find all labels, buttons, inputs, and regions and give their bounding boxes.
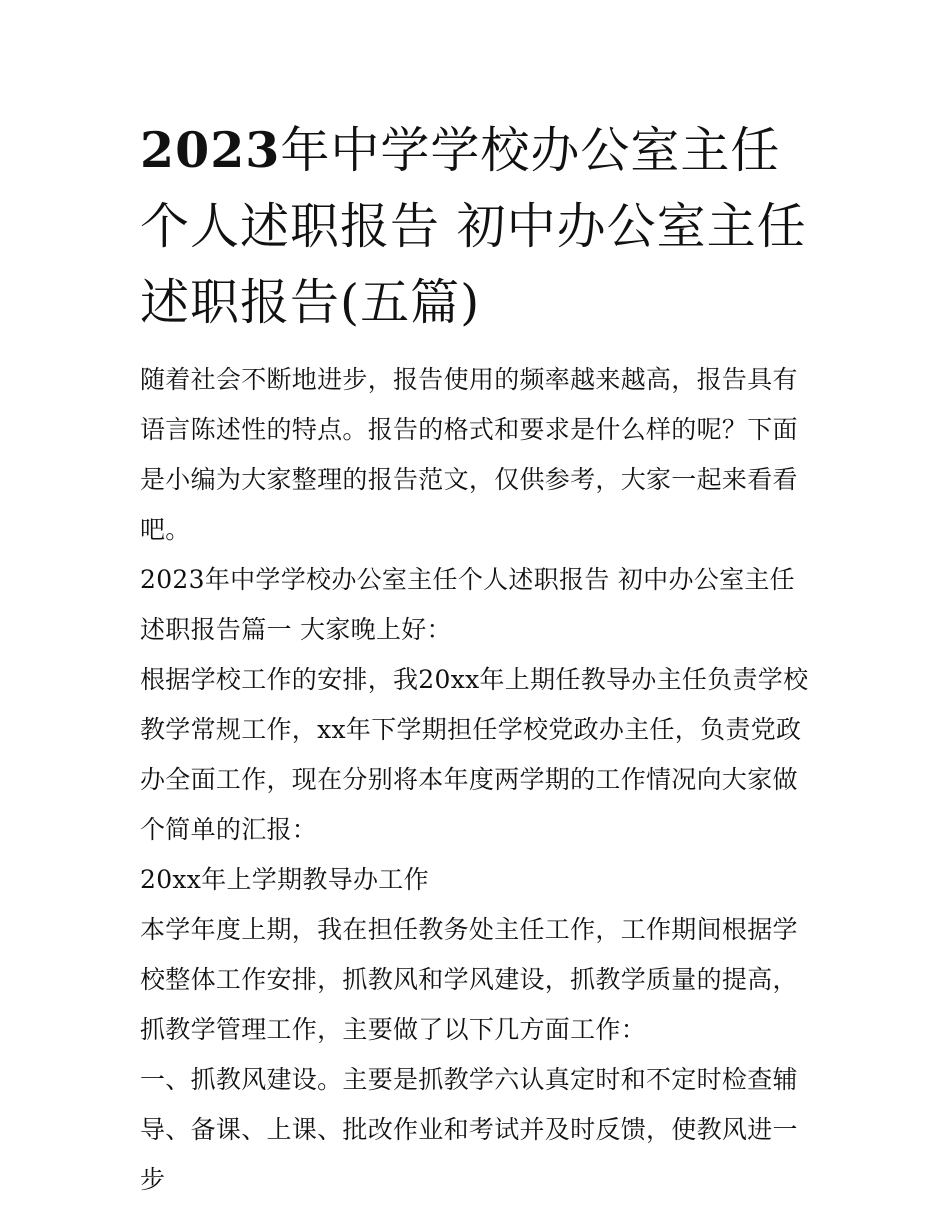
paragraph-heading-chapter-one: 2023年中学学校办公室主任个人述职报告 初中办公室主任述职报告篇一 大家晚上好：: [140, 565, 795, 644]
paragraph-section-heading: 20xx年上学期教导办工作: [140, 865, 429, 894]
title-text: 年中学学校办公室主任个人述职报告 初中办公室主任述职报告(五篇): [140, 122, 807, 331]
paragraph-intro: 随着社会不断地进步，报告使用的频率越来越高，报告具有语言陈述性的特点。报告的格式和要求是什么样的呢？下面是小编为大家整理的报告范文，仅供参考，大家一起来看看吧。: [140, 365, 798, 544]
paragraph-teaching-style: 一、抓教风建设。主要是抓教学六认真定时和不定时检查辅导、备课、上课、批改作业和考试并及时反馈，使教风进一步: [140, 1065, 798, 1194]
document-title: [140, 112, 820, 341]
paragraph-work-arrangement: 根据学校工作的安排，我20xx年上期任教导办主任负责学校教学常规工作，xx年下学期担任学校党政办主任，负责党政办全面工作，现在分别将本年度两学期的工作情况向大家做个简单的汇报：: [140, 665, 809, 844]
document-body: [140, 355, 820, 1205]
paragraph-first-term-work: 本学年度上期，我在担任教务处主任工作，工作期间根据学校整体工作安排，抓教风和学风建设，抓教学质量的提高，抓教学管理工作，主要做了以下几方面工作：: [140, 915, 798, 1044]
title-year: 2023: [140, 121, 281, 179]
document-page: [140, 112, 820, 1205]
